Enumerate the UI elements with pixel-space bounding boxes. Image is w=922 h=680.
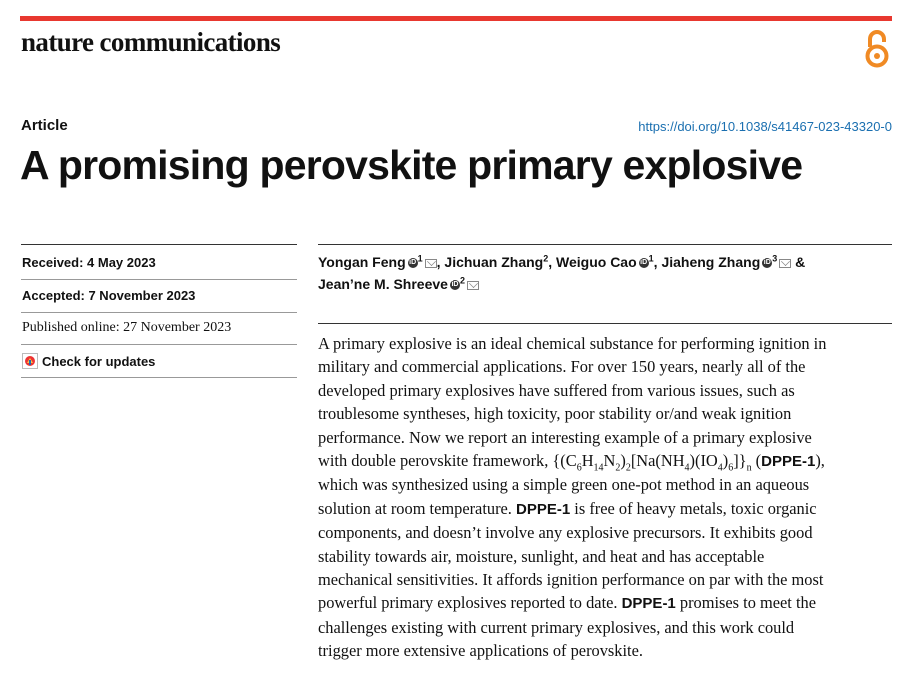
divider bbox=[21, 344, 297, 345]
received-date: Received: 4 May 2023 bbox=[22, 255, 156, 270]
doi-link[interactable]: https://doi.org/10.1038/s41467-023-43320-0 bbox=[638, 119, 892, 134]
affiliation-number[interactable]: 1 bbox=[417, 253, 423, 264]
abstract-line: challenges existing with current primary explosives, and this work could bbox=[318, 617, 795, 637]
abstract-line: troublesome syntheses, high toxicity, poor stability or/and weak ignition bbox=[318, 404, 792, 424]
author-name[interactable]: Jichuan Zhang bbox=[444, 254, 544, 270]
orcid-icon[interactable]: iD bbox=[763, 259, 771, 267]
abstract-line: A primary explosive is an ideal chemical substance for performing ignition in bbox=[318, 334, 827, 353]
mail-icon[interactable] bbox=[779, 259, 791, 268]
accent-bar bbox=[20, 16, 892, 21]
orcid-icon[interactable]: iD bbox=[409, 259, 417, 267]
check-updates-label: Check for updates bbox=[42, 353, 156, 369]
divider bbox=[21, 244, 297, 245]
divider bbox=[21, 279, 297, 280]
abstract-line: which was synthesized using a simple green one-pot method in an aqueous bbox=[318, 475, 810, 495]
open-access-icon bbox=[862, 28, 892, 70]
journal-name[interactable]: nature communications bbox=[21, 27, 281, 57]
article-title: A promising perovskite primary explosive bbox=[20, 142, 803, 188]
check-updates-icon bbox=[22, 353, 38, 369]
abstract-line: developed primary explosives have suffered from various issues, such as bbox=[318, 380, 795, 400]
affiliation-number[interactable]: 1 bbox=[648, 253, 654, 264]
abstract-line: military and commercial applications. For over 150 years, nearly all of the bbox=[318, 357, 806, 377]
abstract-line: mechanical sensitivities. It affords ignition performance on par with the most bbox=[318, 570, 824, 590]
orcid-icon[interactable]: iD bbox=[451, 281, 459, 289]
abstract-line: with double perovskite framework, $\{(C_6H_{14}N_2)_2[Na(NH_4)(IO_4)_6]\}_n$ (DPPE-1), bbox=[318, 451, 825, 474]
mail-icon[interactable] bbox=[425, 259, 437, 268]
affiliation-number[interactable]: 3 bbox=[772, 253, 778, 264]
mail-icon[interactable] bbox=[467, 281, 479, 290]
abstract-line: solution at room temperature. DPPE-1 is free of heavy metals, toxic organic bbox=[318, 498, 817, 518]
abstract-line: powerful primary explosives reported to date. DPPE-1 promises to meet the bbox=[318, 593, 816, 613]
author-name[interactable]: Jean’ne M. Shreeve bbox=[318, 276, 448, 292]
abstract-line: trigger more extensive applications of perovskite. bbox=[318, 641, 643, 661]
divider bbox=[318, 244, 892, 245]
author-name[interactable]: Yongan Feng bbox=[318, 254, 406, 270]
abstract bbox=[318, 332, 894, 663]
author-name[interactable]: Weiguo Cao bbox=[556, 254, 637, 270]
article-type: Article bbox=[21, 117, 68, 134]
orcid-icon[interactable]: iD bbox=[640, 259, 648, 267]
abstract-line: stability towards air, moisture, sunlight, and heat and has acceptable bbox=[318, 546, 765, 566]
divider bbox=[21, 377, 297, 378]
abstract-line: performance. Now we report an interesting example of a primary explosive bbox=[318, 427, 812, 447]
affiliation-number[interactable]: 2 bbox=[543, 253, 549, 264]
accepted-date: Accepted: 7 November 2023 bbox=[22, 288, 196, 303]
affiliation-number[interactable]: 2 bbox=[459, 275, 465, 286]
check-for-updates-button[interactable] bbox=[22, 353, 155, 369]
author-name[interactable]: Jiaheng Zhang bbox=[661, 254, 761, 270]
author-list: Yongan Feng iD $^1$ , Jichuan Zhang$^2$, Weiguo Cao iD $^1$, Jiaheng Zhang iD $^3$ & Jean’ne M. Shreeve iD $^2$ bbox=[318, 253, 806, 292]
abstract-line: components, and doesn’t involve any explosive precursors. It exhibits good bbox=[318, 523, 813, 543]
divider bbox=[21, 312, 297, 313]
divider bbox=[318, 323, 892, 324]
published-date: Published online: 27 November 2023 bbox=[22, 320, 232, 335]
